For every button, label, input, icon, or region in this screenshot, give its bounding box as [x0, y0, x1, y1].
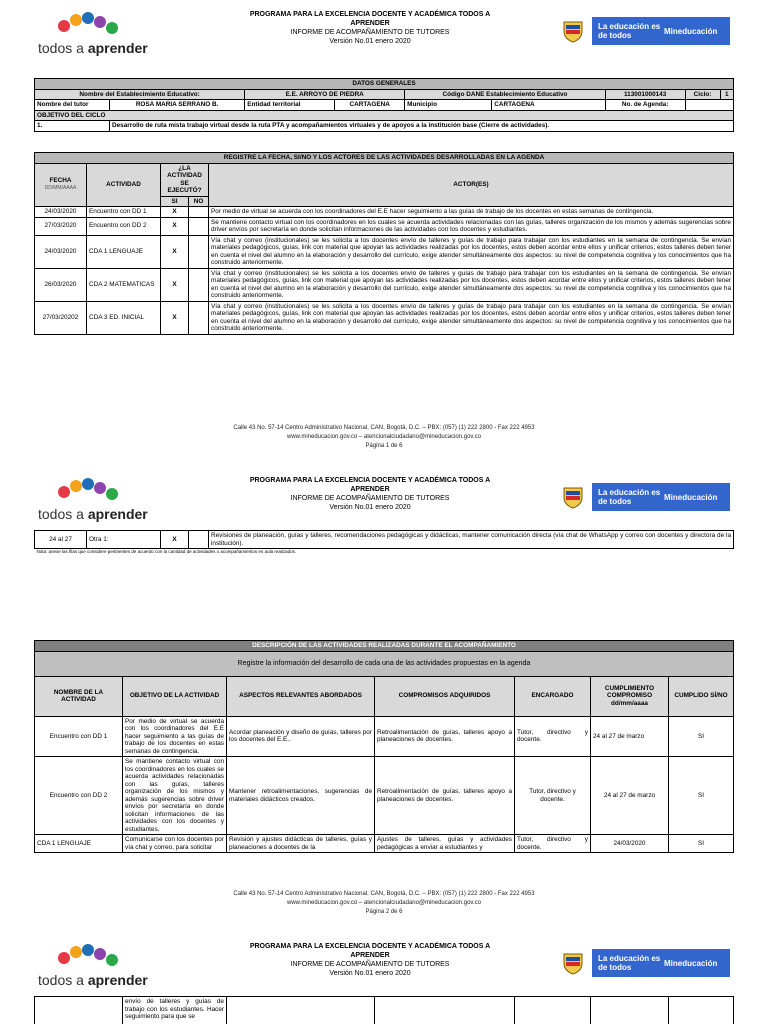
agenda-value	[685, 100, 734, 111]
logo-figures-icon	[58, 478, 118, 502]
datos-generales-title: DATOS GENERALES	[35, 79, 734, 90]
col-ejecuto: ¿LA ACTIVIDAD SE EJECUTÓ?	[161, 163, 209, 196]
mineducacion-badge: La educación es de todos Mineducación	[592, 949, 730, 977]
gov-banner	[560, 17, 730, 45]
table-row: 24/03/2020 Encuentro con DD 1 X Por medio de virtual se acuerda con los coordinadores del E.E hacer seguimiento a las guías de trabajo de los docentes en estas semanas de contingencia.	[35, 207, 734, 218]
col-nombre: NOMBRE DE LA ACTIVIDAD	[35, 676, 123, 716]
table-row: 27/03/20202 CDA 3 ED. INICIAL X Vía chat y correo (institucionales) se les solicita a los docentes envío de talleres y guías de trabajo para trabajar con los estudiantes en la semana de contingencia. Se envían materiales pedagógicos, guías, link con material que apoyan las actividades realizadas por los docentes, estos deben acordar entre ellos y unificar criterios, estos talleres deben tener en cuenta el nivel del alumno en la elaboración y desarrollo del currículo, exige atender simultáneamente dos aspectos: su nivel de competencia cognitiva y los conocimientos que ha construido anteriormente.	[35, 301, 734, 334]
logo-text: todos a aprender	[38, 972, 148, 988]
page-footer: Calle 43 No. 57-14 Centro Administrativo Nacional, CAN, Bogotá, D.C. – PBX: (057) (1) 222 2800 - Fax 222 4953 www.mineducacion.gov.co – atencionalciudadano@mineducacion.gov.co Página 2 de 6	[0, 890, 768, 917]
page-number: Página 2 de 6	[365, 909, 403, 915]
col-actividad: ACTIVIDAD	[87, 163, 161, 207]
entidad-value: CARTAGENA	[335, 100, 405, 111]
descripcion-subtitle: Registre la información del desarrollo de cada una de las actividades propuestas en la agenda	[35, 651, 734, 676]
tutor-label: Nombre del tutor	[35, 100, 110, 111]
dane-value: 113001000143	[605, 89, 685, 100]
gov-banner	[560, 483, 730, 511]
page-footer: Calle 43 No. 57-14 Centro Administrativo Nacional, CAN, Bogotá, D.C. – PBX: (057) (1) 222 2800 - Fax 222 4953 www.mineducacion.gov.co – atencionalciudadano@mineducacion.gov.co Página 1 de 6	[0, 424, 768, 451]
datos-generales-table	[34, 78, 734, 132]
page-header	[0, 942, 768, 992]
report-subtitle: INFORME DE ACOMPAÑAMIENTO DE TUTORES	[290, 29, 450, 36]
est-value: E.E. ARROYO DE PIEDRA	[245, 89, 405, 100]
program-title: PROGRAMA PARA LA EXCELENCIA DOCENTE Y ACADÉMICA TODOS A APRENDER	[249, 11, 491, 27]
page-header	[0, 10, 768, 60]
page-1	[0, 0, 768, 460]
table-row: 26/03/2020 CDA 2 MATEMATICAS X Vía chat y correo (institucionales) se les solicita a los docentes envío de talleres y guías de trabajo para trabajar con los estudiantes en la semana de contingencia. Se envían materiales pedagógicos, guías, link con material que apoyan las actividades realizadas por los docentes, estos deben acordar entre ellos y unificar criterios, estos talleres deben tener en cuenta el nivel del alumno en la elaboración y desarrollo del currículo, exige atender simultáneamente dos aspectos: su nivel de competencia cognitiva y los conocimientos que ha construido anteriormente.	[35, 268, 734, 301]
todos-a-aprender-logo	[38, 10, 148, 60]
col-cumplimiento: CUMPLIMIENTO COMPROMISO dd/mm/aaaa	[591, 676, 669, 716]
col-no: NO	[189, 196, 209, 207]
ciclo-label: Ciclo:	[685, 89, 720, 100]
col-fecha: FECHA DD/MM/AAAA	[35, 163, 87, 207]
entidad-label: Entidad territorial	[245, 100, 335, 111]
agenda-table-continued	[34, 530, 734, 554]
objetivo-num: 1.	[35, 121, 110, 132]
header-title-block	[230, 10, 510, 46]
logo-text: todos a aprender	[38, 40, 148, 56]
descripcion-table-continued	[34, 996, 734, 1024]
descripcion-table	[34, 640, 734, 853]
page-2	[0, 472, 768, 932]
header-title-block: PROGRAMA PARA LA EXCELENCIA DOCENTE Y ACADÉMICA TODOS A APRENDER INFORME DE ACOMPAÑAMIENTO DE TUTORES Versión No.01 enero 2020	[249, 477, 491, 511]
descripcion-title: DESCRIPCIÓN DE LAS ACTIVIDADES REALIZADAS DURANTE EL ACOMPAÑAMIENTO	[35, 641, 734, 652]
version-label: Versión No.01 enero 2020	[329, 38, 411, 45]
col-encargado: ENCARGADO	[515, 676, 591, 716]
col-aspectos: ASPECTOS RELEVANTES ABORDADOS	[227, 676, 375, 716]
table-row: Encuentro con DD 2 Se mantiene contacto virtual con los coordinadores en los cuales se acuerda actividades relacionadas con las guías, talleres organización de los mismos y además sugerencias sobre driver envíos por secretaría en donde solicitan informaciones de las actividades con los docentes y estudiantes. Mantener retroalimentaciones, sugerencias de materiales didácticos creados. Retroalimentación de guías, talleres apoyo a planeaciones de docentes. Tutor, directivo y docente. 24 al 27 de marzo SI	[35, 757, 734, 835]
col-actores: ACTOR(ES)	[209, 163, 734, 207]
header-title-block: PROGRAMA PARA LA EXCELENCIA DOCENTE Y ACADÉMICA TODOS A APRENDER INFORME DE ACOMPAÑAMIENTO DE TUTORES Versión No.01 enero 2020	[249, 943, 491, 977]
col-compromisos: COMPROMISOS ADQUIRIDOS	[375, 676, 515, 716]
colombia-shield-icon	[560, 951, 586, 975]
page-3	[0, 938, 768, 1024]
gov-banner	[560, 949, 730, 977]
objetivo-text: Desarrollo de ruta mista trabajo virtual desde la ruta PTA y acompañamientos virtuales y de apoyos a la institución base (Cierre de actividades).	[110, 121, 734, 132]
tutor-value: ROSA MARIA SERRANO B.	[110, 100, 245, 111]
table-row: envío de talleres y guías de trabajo con los estudiantes. Hacer seguimiento para que se	[35, 997, 734, 1024]
municipio-label: Municipio	[405, 100, 492, 111]
dane-label: Código DANE Establecimiento Educativo	[405, 89, 606, 100]
agenda-title: REGISTRE LA FECHA, SI/NO Y LOS ACTORES DE LAS ACTIVIDADES DESARROLLADAS EN LA AGENDA	[35, 153, 734, 164]
col-objetivo: OBJETIVO DE LA ACTIVIDAD	[123, 676, 227, 716]
agenda-label: No. de Agenda:	[605, 100, 685, 111]
table-row: 24 al 27 Otra 1: X Revisiones de planeación, guías y talleres, recomendaciones pedagógicas y didácticas, mantener comunicación directa (vía chat de WhatsApp y correo con docentes y directora de la institución).	[35, 531, 734, 549]
todos-a-aprender-logo	[38, 942, 148, 992]
page-header	[0, 476, 768, 526]
table-row: Encuentro con DD 1 Por medio de virtual se acuerda con los coordinadores del E.E hacer seguimiento a las guías de trabajo de los docentes en estas semanas de contingencia. Acordar planeación y diseño de guías, talleres por los docentes del E.E.. Retroalimentación de guías, talleres apoyo a planeaciones de docentes. Tutor, directivo y docente. 24 al 27 de marzo SI	[35, 716, 734, 757]
todos-a-aprender-logo	[38, 476, 148, 526]
agenda-table	[34, 152, 734, 335]
table-note: Nota: anexe las filas que considere pertinentes de acuerdo con la cantidad de actividades o acompañamientos en aula realizados.	[36, 549, 297, 554]
col-si: SI	[161, 196, 189, 207]
mineducacion-badge: La educación es de todos Mineducación	[592, 17, 730, 45]
colombia-shield-icon	[560, 19, 586, 43]
col-cumplido: CUMPLIDO SÍ/NO	[669, 676, 734, 716]
est-label: Nombre del Establecimiento Educativo:	[35, 89, 245, 100]
table-row: CDA 1 LENGUAJE Comunicarse con los docentes por vía chat y correo, para solicitar Revisión y ajustes didácticas de talleres, guías y planeaciones a docentes de la Ajustes de talleres, guías y actividades pedagógicas a enviar a estudiantes y Tutor, directivo y docente. 24/03/2020 SI	[35, 835, 734, 853]
ciclo-value: 1	[720, 89, 733, 100]
mineducacion-badge: La educación es de todos Mineducación	[592, 483, 730, 511]
table-row: 24/03/2020 CDA 1 LENGUAJE X Vía chat y correo (institucionales) se les solicita a los docentes envío de talleres y guías de trabajo para trabajar con los estudiantes en la semana de contingencia. Se envían materiales pedagógicos, guías, link con material que apoyan las actividades realizadas por los docentes, estos deben acordar entre ellos y unificar criterios, estos talleres deben tener en cuenta el nivel del alumno en la elaboración y desarrollo del currículo, exige atender simultáneamente dos aspectos: su nivel de competencia cognitiva y los conocimientos que ha construido anteriormente.	[35, 235, 734, 268]
logo-text: todos a aprender	[38, 506, 148, 522]
page-number: Página 1 de 6	[365, 443, 403, 449]
colombia-shield-icon	[560, 485, 586, 509]
objetivo-label: OBJETIVO DEL CICLO	[35, 110, 734, 121]
table-row: 27/03/2020 Encuentro con DD 2 X Se mantiene contacto virtual con los coordinadores en los cuales se acuerda actividades relacionadas con las guías, talleres organización de los mismos y además sugerencias sobre driver envíos por secretaría en donde solicitan informaciones de las actividades con los docentes y estudiantes.	[35, 217, 734, 235]
municipio-value: CARTAGENA	[492, 100, 606, 111]
logo-figures-icon	[58, 944, 118, 968]
logo-figures-icon	[58, 12, 118, 36]
